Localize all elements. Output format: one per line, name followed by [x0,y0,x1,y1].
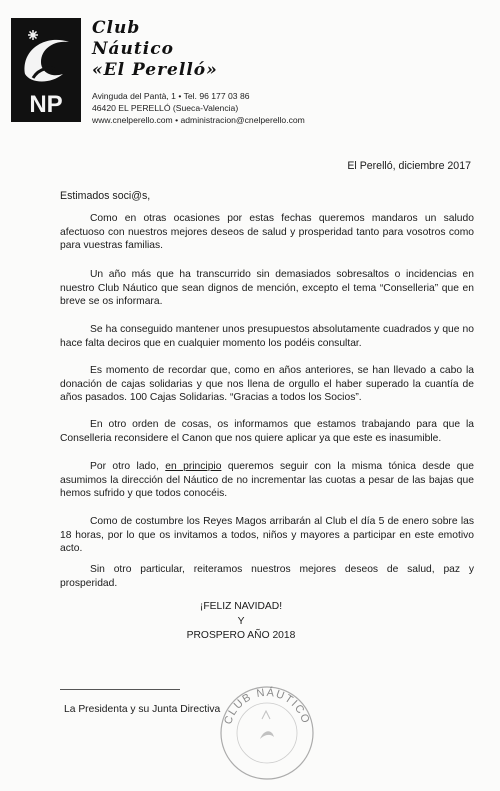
paragraph-4: Es momento de recordar que, como en años anteriores, se han llevado a cabo la donación de cajas solidarias y que nos llena de orgullo el haber superado la cuantía de años pasados. 100 Cajas Solidarias. “Gracias a todos los Socios”. [60,365,474,404]
club-name-line-2: Náutico [92,39,174,59]
letter-date: El Perelló, diciembre 2017 [347,160,471,172]
address-line-2: 46420 EL PERELLÓ (Sueca-Valencia) [92,103,239,113]
paragraph-8: Sin otro particular, reiteramos nuestros mejores deseos de salud, paz y prosperidad. [60,564,474,589]
paragraph-1: Como en otras ocasiones por estas fechas queremos mandaros un saludo afectuoso con nuestros mejores deseos de salud y prosperidad tanto para vosotros como para vuestras familias. [60,213,474,252]
club-logo [11,18,81,122]
greeting-line-1: ¡FELIZ NAVIDAD! [199,601,283,612]
paragraph-6-start: Por otro lado, [90,461,166,472]
greeting-line-2: Y [237,615,245,627]
greeting-line-3: PROSPERO AÑO 2018 [186,630,296,641]
paragraph-2: Un año más que ha transcurrido sin demasiados sobresaltos o incidencias en nuestro Club Náutico que sean dignos de mención, excepto el tema “Conselleria” que en breve se os informara. [60,269,474,308]
logo-emblem-icon [11,18,81,122]
svg-text:CLUB NÁUTICO [222,686,312,726]
address-line-1: Avinguda del Pantà, 1 • Tel. 96 177 03 86 [92,91,250,101]
signature-rule [60,689,180,690]
club-name-line-1: Club [92,18,141,38]
paragraph-6 [60,460,474,501]
paragraph-5: En otro orden de cosas, os informamos que estamos trabajando para que la Conselleria reconsidere el Canon que nos quiere aplicar ya que este es inasumible. [60,419,474,444]
stamp-text: CLUB NÁUTICO [222,686,312,726]
address-line-3: www.cnelperello.com • administracion@cnelperello.com [92,115,305,125]
club-stamp-icon [212,675,322,785]
club-name [92,18,218,81]
signature: La Presidenta y su Junta Directiva [64,704,221,715]
paragraph-6-underlined: en principio [165,461,222,472]
club-address [92,90,305,126]
club-name-line-3: «El Perelló» [92,60,218,80]
logo-initials: NP [29,91,63,118]
paragraph-6-end: queremos seguir con la misma tónica desde que asumimos la dirección del Náutico de no incrementar las cuotas a pesar de las bajas que hemos sufrido y que todos conocéis. [60,461,474,500]
holiday-greeting [186,600,296,644]
paragraph-3: Se ha conseguido mantener unos presupuestos absolutamente cuadrados y que no hace falta deciros que en cualquier momento los podéis consultar. [60,324,474,349]
paragraph-7: Como de costumbre los Reyes Magos arribarán al Club el día 5 de enero sobre las 18 horas, por lo que os invitamos a todos, niños y mayores a participar en este emotivo acto. [60,516,474,555]
salutation: Estimados soci@s, [60,190,151,202]
